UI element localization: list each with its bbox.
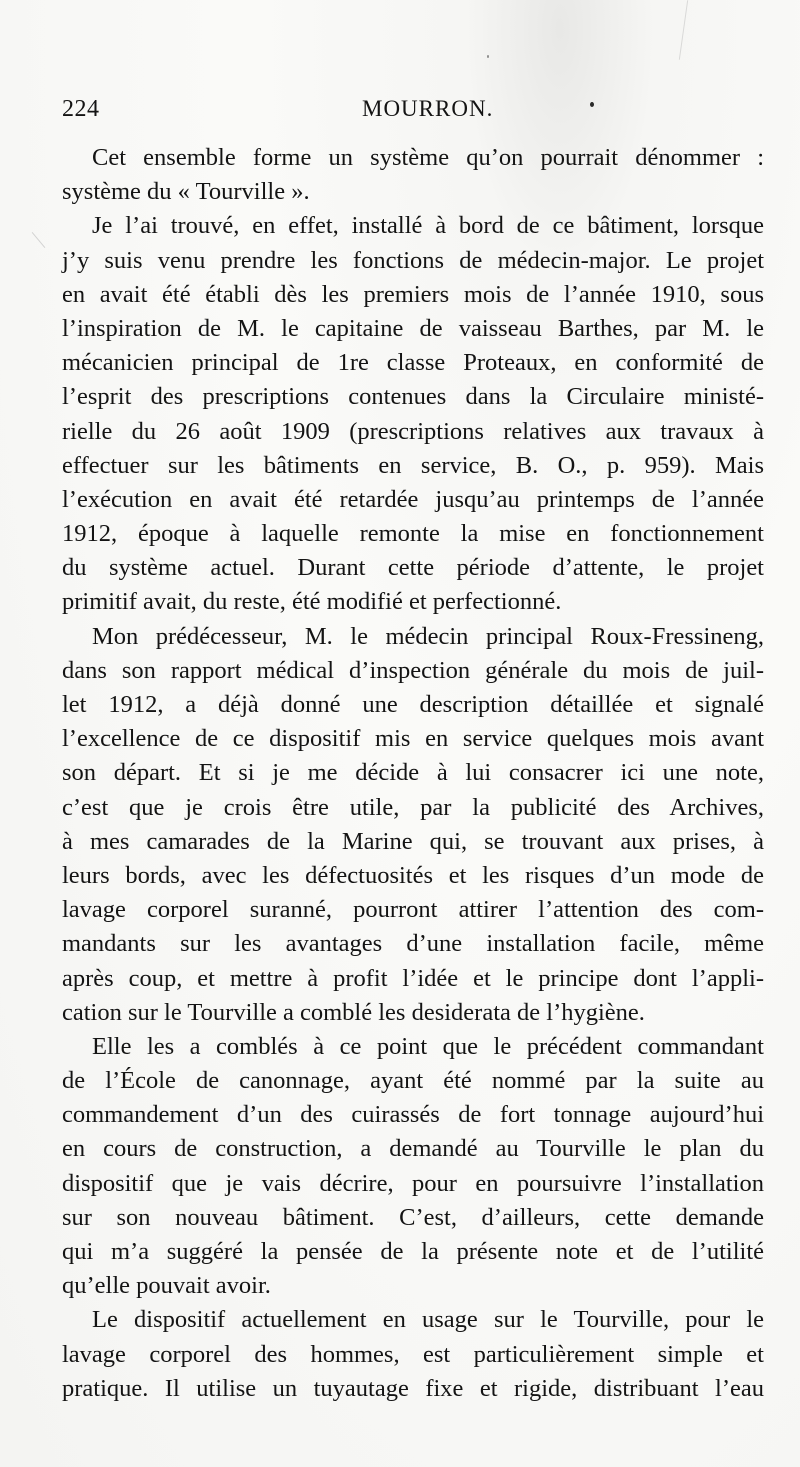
text-line: 1912, époque à laquelle remonte la mise en fonctionnement xyxy=(62,520,764,548)
text-line: rielle du 26 août 1909 (prescriptions relatives aux travaux à xyxy=(62,417,764,445)
text-line: qui m’a suggéré la pensée de la présente note et de l’utilité xyxy=(62,1238,764,1265)
text-line: lavage corporel suranné, pourront attirer l’attention des com- xyxy=(62,896,764,924)
text-line: du système actuel. Durant cette période d’attente, le projet xyxy=(62,554,764,582)
text-line: commandement d’un des cuirassés de fort tonnage aujourd’hui xyxy=(62,1101,764,1129)
text-line: de l’École de canonnage, ayant été nommé par la suite au xyxy=(62,1067,764,1095)
text-line: c’est que je crois être utile, par la publicité des Archives, xyxy=(62,793,764,821)
scan-speck xyxy=(590,102,594,107)
text-line: Le dispositif actuellement en usage sur le Tourville, pour le xyxy=(92,1306,764,1334)
text-line: l’esprit des prescriptions contenues dans la Circulaire ministé- xyxy=(62,383,764,411)
text-line: effectuer sur les bâtiments en service, B. O., p. 959). Mais xyxy=(62,451,764,479)
text-line: qu’elle pouvait avoir. xyxy=(62,1272,271,1300)
scan-scratch xyxy=(679,0,688,60)
text-line: dispositif que je vais décrire, pour en poursuivre l’installation xyxy=(62,1169,764,1197)
text-line: système du « Tourville ». xyxy=(62,178,310,206)
text-line: mandants sur les avantages d’une installation facile, même xyxy=(62,930,764,958)
text-line: à mes camarades de la Marine qui, se trouvant aux prises, à xyxy=(62,827,764,855)
text-line: Cet ensemble forme un système qu’on pourrait dénommer : xyxy=(92,144,764,171)
text-line: leurs bords, avec les défectuosités et les risques d’un mode de xyxy=(62,861,764,889)
text-line: en cours de construction, a demandé au Tourville le plan du xyxy=(62,1135,764,1163)
text-line: l’inspiration de M. le capitaine de vaisseau Barthes, par M. le xyxy=(62,314,764,342)
text-line: Mon prédécesseur, M. le médecin principal Roux-Fressineng, xyxy=(92,622,764,650)
page-number: 224 xyxy=(62,96,100,122)
text-line: j’y suis venu prendre les fonctions de médecin-major. Le projet xyxy=(62,246,764,274)
scan-scratch xyxy=(32,232,46,248)
body-text xyxy=(62,141,764,1406)
text-line: cation sur le Tourville a comblé les desiderata de l’hygiène. xyxy=(62,998,645,1026)
text-line: mécanicien principal de 1re classe Proteaux, en conformité de xyxy=(62,349,764,377)
text-line: Elle les a comblés à ce point que le précédent commandant xyxy=(92,1032,764,1060)
text-line: l’excellence de ce dispositif mis en service quelques mois avant xyxy=(62,725,764,753)
text-line: Je l’ai trouvé, en effet, installé à bord de ce bâtiment, lorsque xyxy=(92,212,764,240)
text-line: primitif avait, du reste, été modifié et perfectionné. xyxy=(62,588,562,616)
text-line: après coup, et mettre à profit l’idée et le principe dont l’appli- xyxy=(62,964,764,992)
text-line: sur son nouveau bâtiment. C’est, d’ailleurs, cette demande xyxy=(62,1203,764,1231)
running-head: MOURRON. xyxy=(362,96,494,121)
text-line: l’exécution en avait été retardée jusqu’au printemps de l’année xyxy=(62,485,764,513)
text-line: pratique. Il utilise un tuyautage fixe et rigide, distribuant l’eau xyxy=(62,1374,764,1402)
scan-speck xyxy=(487,55,489,58)
text-line: son départ. Et si je me décide à lui consacrer ici une note, xyxy=(62,759,764,787)
text-line: en avait été établi dès les premiers mois de l’année 1910, sous xyxy=(62,280,764,308)
page-header xyxy=(62,96,762,126)
text-line: let 1912, a déjà donné une description détaillée et signalé xyxy=(62,691,764,718)
text-line: lavage corporel des hommes, est particulièrement simple et xyxy=(62,1340,764,1368)
text-line: dans son rapport médical d’inspection générale du mois de juil- xyxy=(62,656,764,684)
